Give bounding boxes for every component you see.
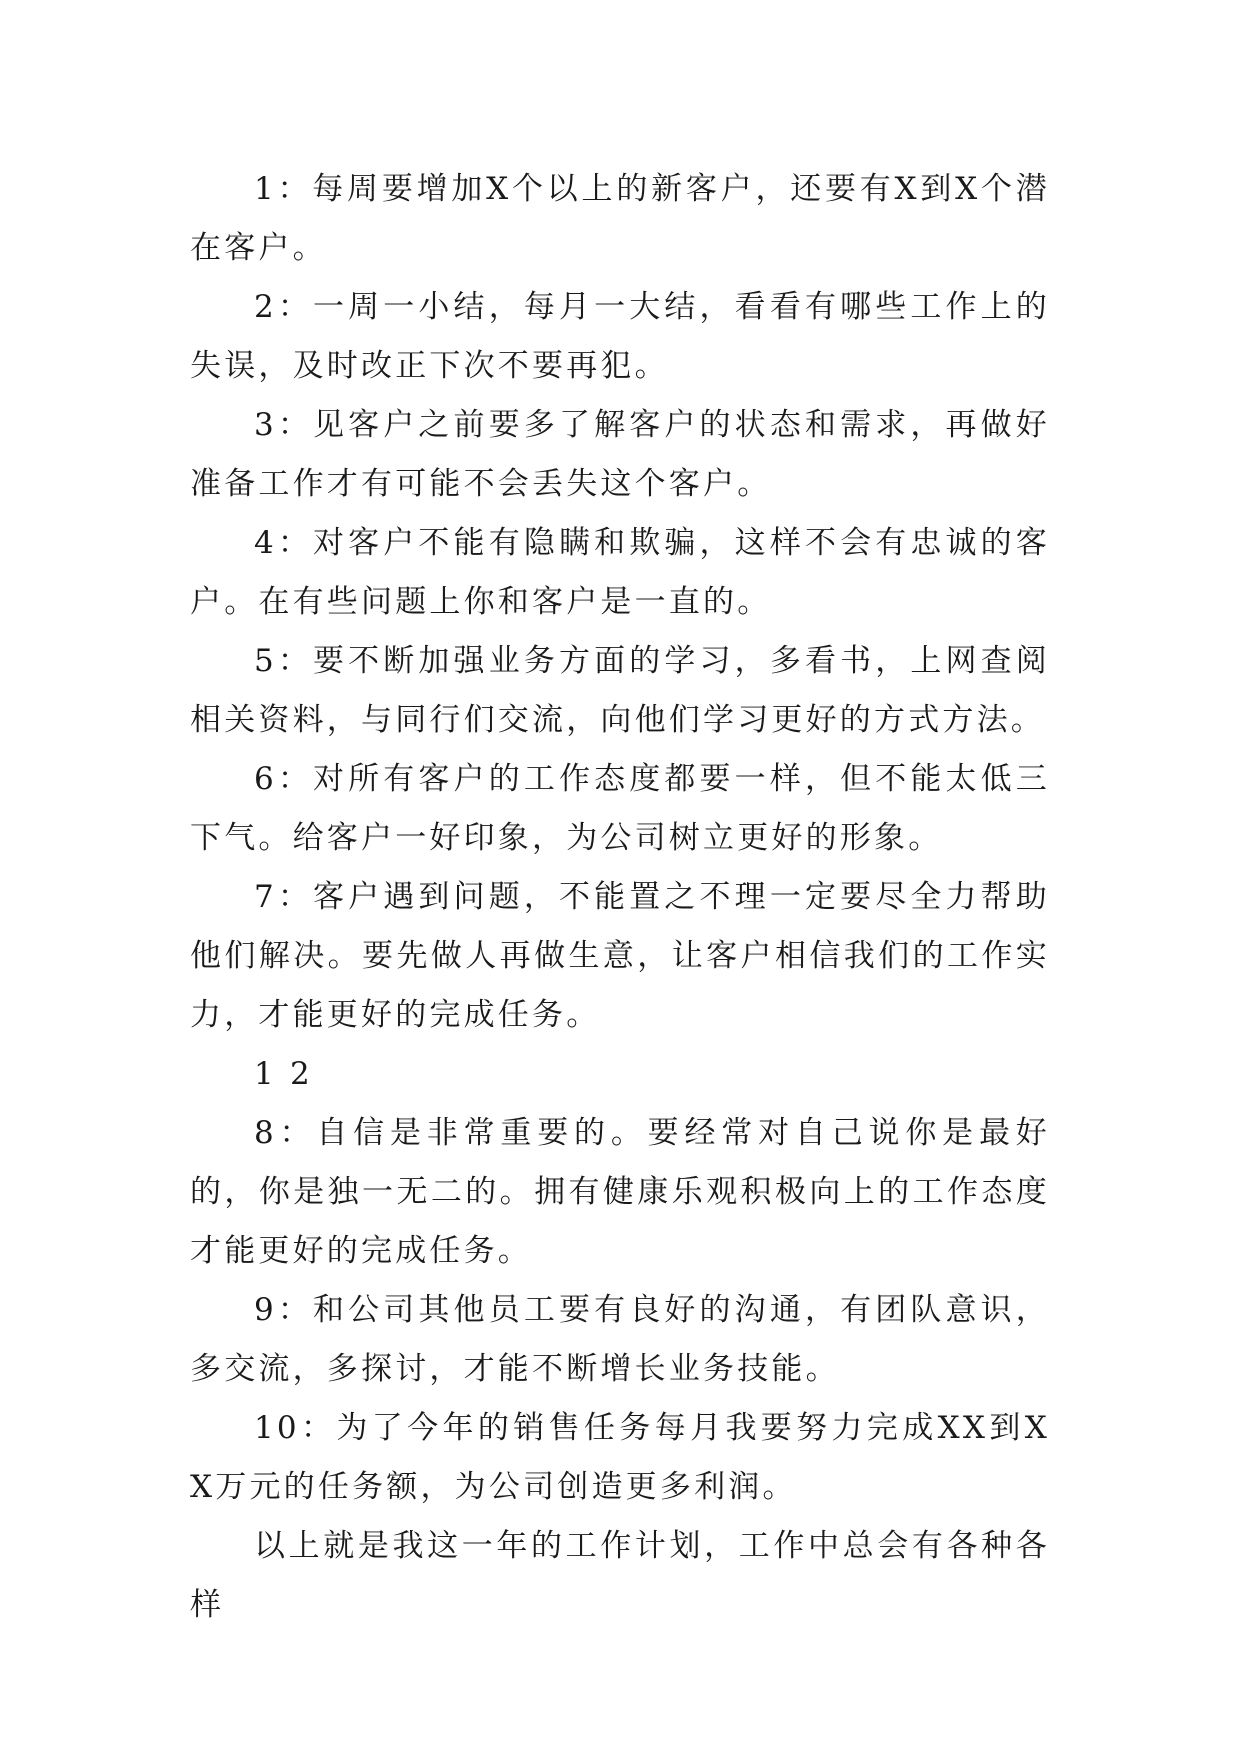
page-number-line: 1 2 xyxy=(254,1056,313,1092)
paragraph-conclusion: 以上就是我这一年的工作计划，工作中总会有各种各样 xyxy=(190,1528,1050,1623)
paragraph-5: 5：要不断加强业务方面的学习，多看书，上网查阅相关资料，与同行们交流，向他们学习更好的方式方法。 xyxy=(190,643,1050,738)
paragraph-10: 10：为了今年的销售任务每月我要努力完成XX到XX万元的任务额，为公司创造更多利润。 xyxy=(190,1410,1050,1505)
paragraph-9: 9：和公司其他员工要有良好的沟通，有团队意识，多交流，多探讨，才能不断增长业务技能。 xyxy=(190,1292,1050,1387)
paragraph-6: 6：对所有客户的工作态度都要一样，但不能太低三下气。给客户一好印象，为公司树立更好的形象。 xyxy=(190,761,1050,856)
paragraph-3: 3：见客户之前要多了解客户的状态和需求，再做好准备工作才有可能不会丢失这个客户。 xyxy=(190,407,1050,502)
paragraph-1: 1：每周要增加X个以上的新客户，还要有X到X个潜在客户。 xyxy=(190,171,1050,266)
paragraph-7: 7：客户遇到问题，不能置之不理一定要尽全力帮助他们解决。要先做人再做生意，让客户相信我们的工作实力，才能更好的完成任务。 xyxy=(190,879,1050,1033)
document-body xyxy=(190,160,1050,1635)
paragraph-8: 8：自信是非常重要的。要经常对自己说你是最好的，你是独一无二的。拥有健康乐观积极向上的工作态度才能更好的完成任务。 xyxy=(190,1115,1050,1269)
paragraph-2: 2：一周一小结，每月一大结，看看有哪些工作上的失误，及时改正下次不要再犯。 xyxy=(190,289,1050,384)
paragraph-4: 4：对客户不能有隐瞒和欺骗，这样不会有忠诚的客户。在有些问题上你和客户是一直的。 xyxy=(190,525,1050,620)
